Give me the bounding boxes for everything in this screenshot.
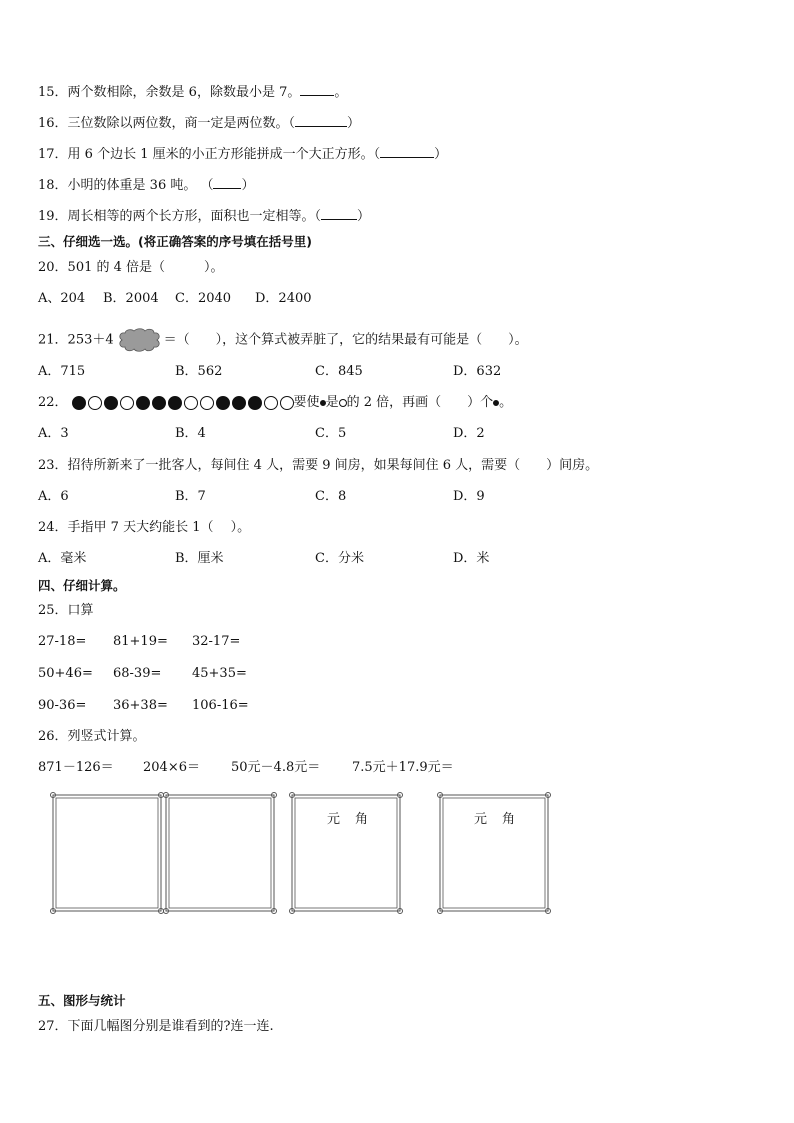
unit-yuan-label: 元 — [474, 812, 488, 827]
answer-blank-17[interactable] — [380, 145, 434, 158]
vertical-calc-item: 7.5元＋17.9元＝ — [352, 760, 454, 775]
unit-jiao-label: 角 — [355, 812, 369, 827]
section-4-heading: 四、仔细计算。 — [38, 578, 126, 593]
filled-circle-icon — [216, 396, 230, 410]
circle-sequence — [72, 396, 294, 410]
option-c[interactable]: C．5 — [315, 426, 347, 441]
filled-circle-icon — [136, 396, 150, 410]
unit-yuan-label: 元 — [327, 812, 341, 827]
filled-circle-icon — [152, 396, 166, 410]
question-17: 17．用 6 个边长 1 厘米的小正方形能拼成一个大正方形。（ ） — [38, 147, 448, 162]
answer-blank-19[interactable] — [321, 207, 357, 220]
calc-cell: 45+35= — [192, 666, 247, 681]
answer-blank-16[interactable] — [295, 114, 347, 127]
filled-circle-icon — [232, 396, 246, 410]
option-b[interactable]: B．562 — [175, 364, 223, 379]
question-16: 16．三位数除以两位数，商一定是两位数。（ ） — [38, 116, 361, 131]
option-d[interactable]: D．9 — [453, 489, 485, 504]
option-b[interactable]: B．7 — [175, 489, 206, 504]
question-16-text: 16．三位数除以两位数，商一定是两位数。（ — [38, 116, 296, 131]
vertical-calc-item: 50元－4.8元＝ — [231, 760, 321, 775]
calc-cell: 81+19= — [113, 634, 168, 649]
hollow-circle-icon — [88, 396, 102, 410]
option-c[interactable]: C．845 — [315, 364, 363, 379]
question-15: 15．两个数相除，余数是 6，除数最小是 7。 。 — [38, 85, 348, 100]
question-23: 23．招待所新来了一批客人，每间住 4 人，需要 9 间房，如果每间住 6 人，需要（ ）间房。 — [38, 458, 599, 473]
hollow-circle-icon — [280, 396, 294, 410]
question-20: 20．501 的 4 倍是（ ）。 — [38, 260, 224, 275]
answer-blank-15[interactable] — [300, 83, 334, 96]
question-19: 19．周长相等的两个长方形，面积也一定相等。（ ） — [38, 209, 371, 224]
section-5-heading: 五、图形与统计 — [38, 993, 126, 1008]
question-21: 21．253＋4 ＝（ ），这个算式被弄脏了，它的结果最有可能是（ ）。 — [38, 327, 528, 353]
question-19-text: 19．周长相等的两个长方形，面积也一定相等。（ — [38, 209, 322, 224]
calc-cell: 36+38= — [113, 698, 168, 713]
question-27: 27．下面几幅图分别是谁看到的?连一连. — [38, 1019, 274, 1034]
calc-cell: 106-16= — [192, 698, 249, 713]
work-frame[interactable] — [435, 790, 553, 916]
hollow-dot-icon — [339, 399, 347, 407]
option-d[interactable]: D．632 — [453, 364, 502, 379]
filled-circle-icon — [72, 396, 86, 410]
hollow-circle-icon — [120, 396, 134, 410]
question-26-title: 26．列竖式计算。 — [38, 729, 146, 744]
option-d[interactable]: D．米 — [453, 551, 490, 566]
option-a[interactable]: A．6 — [38, 489, 69, 504]
question-22: 22． 要使 是 的 2 倍，再画（ ）个 。 — [38, 395, 513, 410]
option-a[interactable]: A．3 — [38, 426, 69, 441]
option-c[interactable]: C．分米 — [315, 551, 364, 566]
option-c[interactable]: C．2040 — [175, 291, 232, 306]
section-3-heading: 三、仔细选一选。(将正确答案的序号填在括号里) — [38, 234, 312, 249]
hollow-circle-icon — [264, 396, 278, 410]
question-17-text: 17．用 6 个边长 1 厘米的小正方形能拼成一个大正方形。（ — [38, 147, 381, 162]
option-d[interactable]: D．2400 — [255, 291, 312, 306]
vertical-calc-item: 204×6＝ — [143, 760, 200, 775]
answer-blank-18[interactable] — [213, 176, 241, 189]
work-frame[interactable] — [287, 790, 405, 916]
option-a[interactable]: A．715 — [38, 364, 86, 379]
calc-cell: 68-39= — [113, 666, 162, 681]
option-a[interactable]: A、204 — [38, 291, 86, 306]
option-b[interactable]: B．厘米 — [175, 551, 224, 566]
calc-cell: 27-18= — [38, 634, 87, 649]
filled-circle-icon — [168, 396, 182, 410]
option-a[interactable]: A．毫米 — [38, 551, 87, 566]
question-18: 18．小明的体重是 36 吨。 （ ） — [38, 178, 255, 193]
hollow-circle-icon — [200, 396, 214, 410]
option-b[interactable]: B．4 — [175, 426, 206, 441]
calc-cell: 50+46= — [38, 666, 93, 681]
question-15-text: 15．两个数相除，余数是 6，除数最小是 7。 — [38, 85, 301, 100]
option-c[interactable]: C．8 — [315, 489, 347, 504]
unit-jiao-label: 角 — [502, 812, 516, 827]
question-24: 24．手指甲 7 天大约能长 1（ ）。 — [38, 520, 251, 535]
question-18-text: 18．小明的体重是 36 吨。 （ — [38, 178, 214, 193]
smudge-icon — [116, 327, 162, 353]
filled-circle-icon — [248, 396, 262, 410]
calc-cell: 90-36= — [38, 698, 87, 713]
option-b[interactable]: B．2004 — [103, 291, 159, 306]
filled-circle-icon — [104, 396, 118, 410]
calc-cell: 32-17= — [192, 634, 241, 649]
hollow-circle-icon — [184, 396, 198, 410]
work-frame[interactable] — [48, 790, 166, 916]
vertical-calc-item: 871－126＝ — [38, 760, 114, 775]
question-25-title: 25．口算 — [38, 603, 94, 618]
work-frame[interactable] — [161, 790, 279, 916]
option-d[interactable]: D．2 — [453, 426, 485, 441]
